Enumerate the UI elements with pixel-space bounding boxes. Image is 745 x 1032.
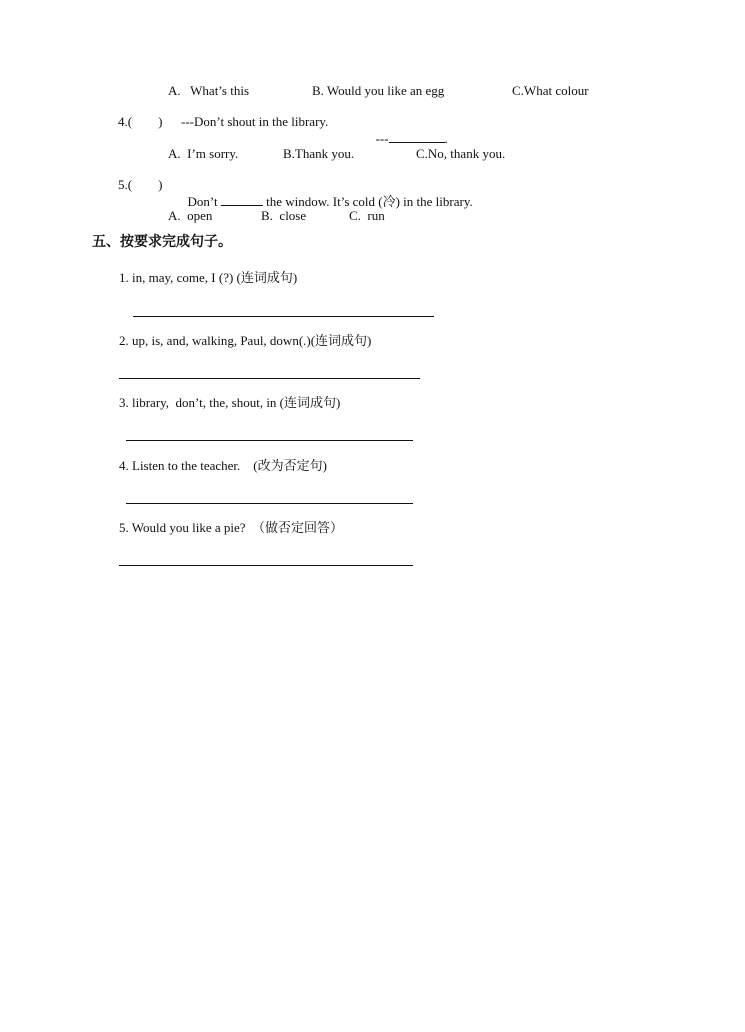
- sentence-item-4: 4. Listen to the teacher. (改为否定句): [119, 458, 327, 473]
- answer-line-2[interactable]: [119, 378, 420, 379]
- q5-prompt: [181, 177, 473, 210]
- section-heading: 五、按要求完成句子。: [92, 234, 232, 250]
- q5-option-c: C. run: [349, 208, 385, 223]
- q4-answer-blank[interactable]: [389, 130, 445, 143]
- sentence-item-1: 1. in, may, come, I (?) (连词成句): [119, 270, 298, 285]
- q4-response-suffix: .: [444, 131, 448, 146]
- q4-option-a: A. I’m sorry.: [168, 146, 239, 161]
- q5-prompt-after: the window. It’s cold (冷) in the library.: [262, 194, 473, 209]
- q5-option-b: B. close: [261, 208, 307, 223]
- q4-prompt: ---Don’t shout in the library.: [181, 114, 329, 129]
- q4-number: 4.( ): [118, 114, 163, 129]
- q4-response: [369, 114, 448, 147]
- q5-number: 5.( ): [118, 177, 163, 192]
- q5-option-a: A. open: [168, 208, 213, 223]
- answer-line-4[interactable]: [126, 503, 413, 504]
- q5-answer-blank[interactable]: [221, 193, 263, 206]
- q5-prompt-before: Don’t: [187, 194, 221, 209]
- q3-option-b: B. Would you like an egg: [312, 83, 445, 98]
- q4-option-c: C.No, thank you.: [416, 146, 506, 161]
- sentence-item-3: 3. library, don’t, the, shout, in (连词成句): [119, 395, 341, 410]
- q4-option-b: B.Thank you.: [283, 146, 355, 161]
- answer-line-5[interactable]: [119, 565, 413, 566]
- q3-option-a: A. What’s this: [168, 83, 250, 98]
- answer-line-3[interactable]: [126, 440, 413, 441]
- answer-line-1[interactable]: [133, 316, 434, 317]
- sentence-item-2: 2. up, is, and, walking, Paul, down(.)(连词成句): [119, 333, 372, 348]
- sentence-item-5: 5. Would you like a pie? （做否定回答）: [119, 520, 344, 535]
- q3-option-c: C.What colour: [512, 83, 589, 98]
- q4-response-prefix: ---: [375, 131, 389, 146]
